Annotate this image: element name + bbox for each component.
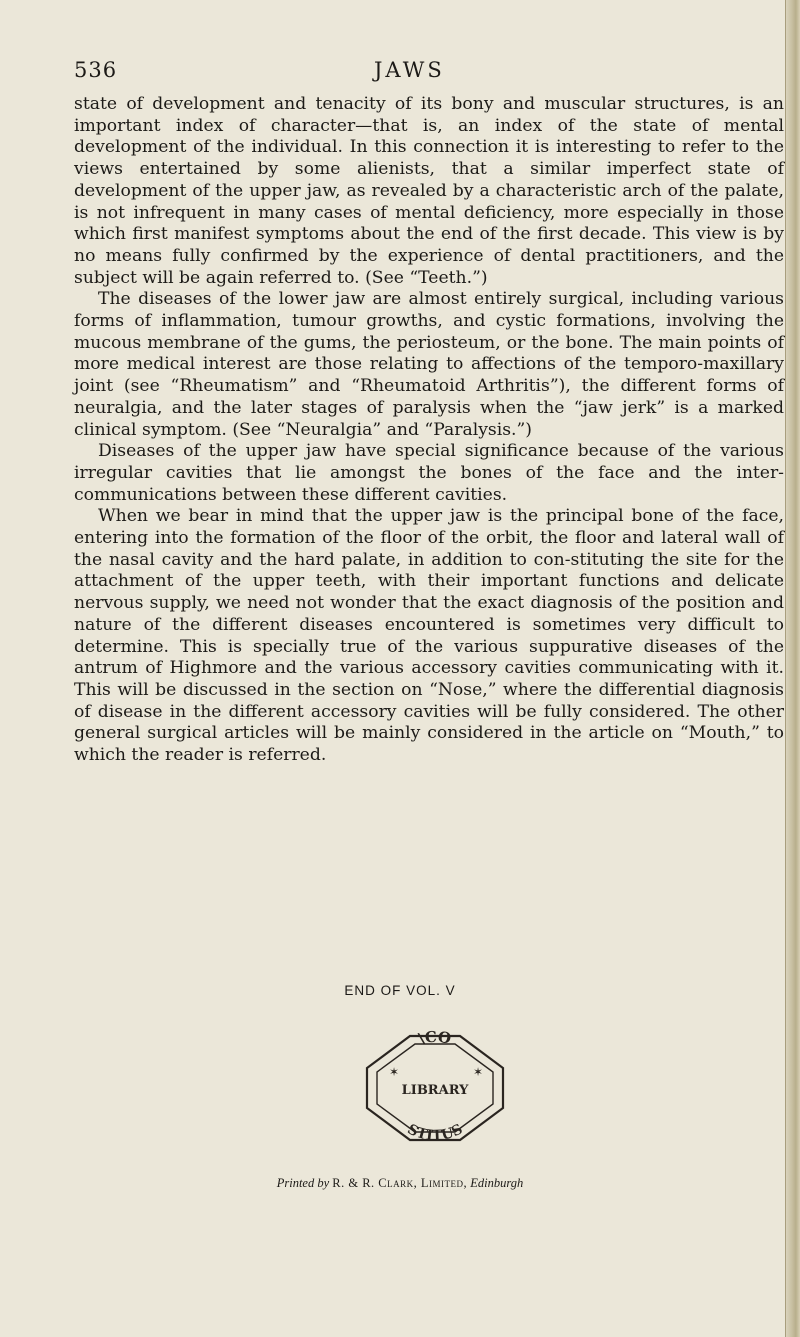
paragraph: Diseases of the upper jaw have special significance because of the various irregular cavities that lie amongst the bones of the face and the inter-communications between these different cavities. (74, 441, 784, 505)
article-body (74, 94, 784, 767)
imprint-place: Edinburgh (470, 1176, 524, 1190)
paragraph: When we bear in mind that the upper jaw is the principal bone of the face, entering into the formation of the floor of the orbit, the floor and lateral wall of the nasal cavity and the hard palate, in addition to con-stituting the site for the attachment of the upper teeth, with their important functions and delicate nervous supply, we need not wonder that the exact diagnosis of the position and nature of the different diseases encountered is sometimes very difficult to determine. This is specially true of the various suppurative diseases of the antrum of Highmore and the various accessory cavities communicating with it. This will be discussed in the section on “Nose,” where the differential diagnosis of disease in the different accessory cavities will be fully considered. The other general surgical articles will be mainly considered in the article on “Mouth,” to which the reader is referred. (74, 506, 784, 766)
paragraph: state of development and tenacity of its bony and muscular structures, is an important index of character—that is, an index of the state of mental development of the individual. In this connection it is interesting to refer to the views entertained by some alienists, that a similar imperfect state of development of the upper jaw, as revealed by a characteristic arch of the palate, is not infrequent in many cases of mental deficiency, more especially in those which first manifest symptoms about the end of the first decade. This view is by no means fully confirmed by the experience of dental practitioners, and the subject will be again referred to. (See “Teeth.”) (74, 94, 784, 288)
library-stamp (355, 1028, 515, 1148)
stamp-center-text: LIBRARY (401, 1083, 469, 1098)
stamp-bottom-text: STITUS (404, 1121, 466, 1145)
imprint-printer: R. & R. Clark, Limited, (332, 1176, 468, 1190)
page-number: 536 (74, 58, 118, 82)
page-edge (785, 0, 800, 1337)
end-of-volume-note: END OF VOL. V (344, 983, 456, 998)
printer-imprint (0, 1176, 800, 1191)
star-icon: ✶ (389, 1065, 400, 1079)
paragraph: The diseases of the lower jaw are almost entirely surgical, including various forms of inflammation, tumour growths, and cystic formations, involving the mucous membrane of the gums, the periosteum, or the bone. The main points of more medical interest are those relating to affections of the temporo-maxillary joint (see “Rheumatism” and “Rheumatoid Arthritis”), the different forms of neuralgia, and the later stages of paralysis when the “jaw jerk” is a marked clinical symptom. (See “Neuralgia” and “Paralysis.”) (74, 289, 784, 440)
stamp-top-text: \CO (416, 1028, 453, 1048)
page-header (74, 50, 786, 80)
imprint-prefix: Printed by (276, 1176, 330, 1190)
running-head: JAWS (374, 58, 445, 82)
star-icon: ✶ (473, 1065, 484, 1079)
